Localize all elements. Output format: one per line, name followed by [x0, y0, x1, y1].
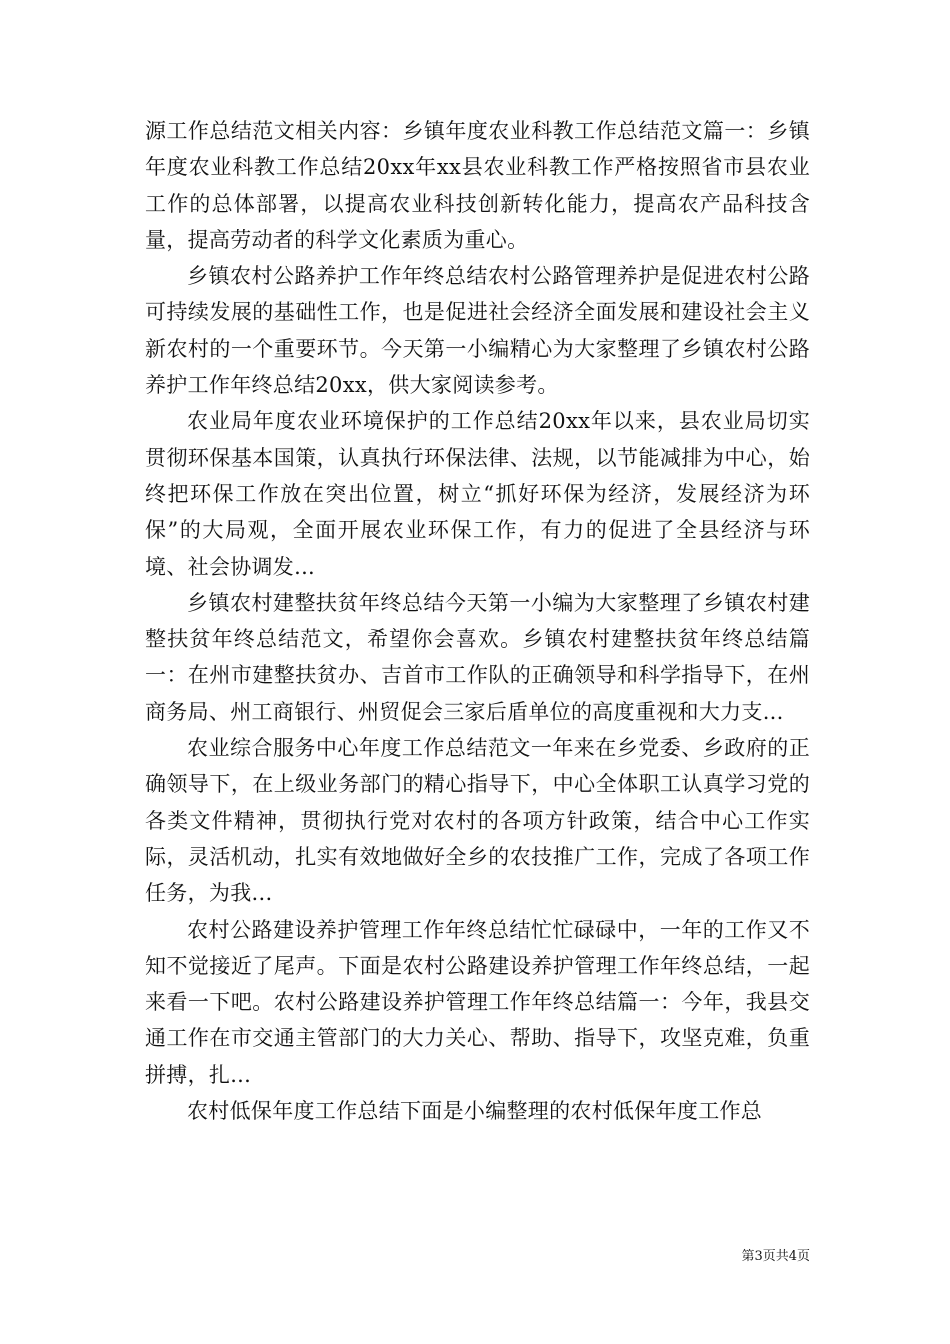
paragraph-6: 农村公路建设养护管理工作年终总结忙忙碌碌中，一年的工作又不知不觉接近了尾声。下面是农村公路建设养护管理工作年终总结，一起来看一下吧。农村公路建设养护管理工作年终总结篇一：今年，我县交通工作在市交通主管部门的大力关心、帮助、指导下，攻坚克难，负重拼搏，扎... [145, 917, 810, 1087]
paragraph-2: 乡镇农村公路养护工作年终总结农村公路管理养护是促进农村公路可持续发展的基础性工作，也是促进社会经济全面发展和建设社会主义新农村的一个重要环节。今天第一小编精心为大家整理了乡镇农村公路养护工作年终总结20xx，供大家阅读参考。 [145, 264, 810, 398]
paragraph-1: 源工作总结范文相关内容：乡镇年度农业科教工作总结范文篇一：乡镇年度农业科教工作总结20xx年xx县农业科教工作严格按照省市县农业工作的总体部署，以提高农业科技创新转化能力，提高农产品科技含量，提高劳动者的科学文化素质为重心。 [145, 119, 810, 252]
paragraph-4: 乡镇农村建整扶贫年终总结今天第一小编为大家整理了乡镇农村建整扶贫年终总结范文，希望你会喜欢。乡镇农村建整扶贫年终总结篇一：在州市建整扶贫办、吉首市工作队的正确领导和科学指导下，在州商务局、州工商银行、州贸促会三家后盾单位的高度重视和大力支... [145, 590, 810, 724]
paragraph-7: 农村低保年度工作总结下面是小编整理的农村低保年度工作总 [187, 1099, 763, 1124]
paragraph-5: 农业综合服务中心年度工作总结范文一年来在乡党委、乡政府的正确领导下，在上级业务部门的精心指导下，中心全体职工认真学习党的各类文件精神，贯彻执行党对农村的各项方针政策，结合中心工作实际，灵活机动，扎实有效地做好全乡的农技推广工作，完成了各项工作任务，为我... [145, 736, 810, 906]
paragraph-3: 农业局年度农业环境保护的工作总结20xx年以来，县农业局切实贯彻环保基本国策，认真执行环保法律、法规，以节能减排为中心，始终把环保工作放在突出位置，树立“抓好环保为经济，发展经济为环保”的大局观，全面开展农业环保工作，有力的促进了全县经济与环境、社会协调发... [145, 409, 810, 579]
page-number-footer: 第3页共4页 [741, 1249, 810, 1264]
document-body [145, 113, 810, 1129]
